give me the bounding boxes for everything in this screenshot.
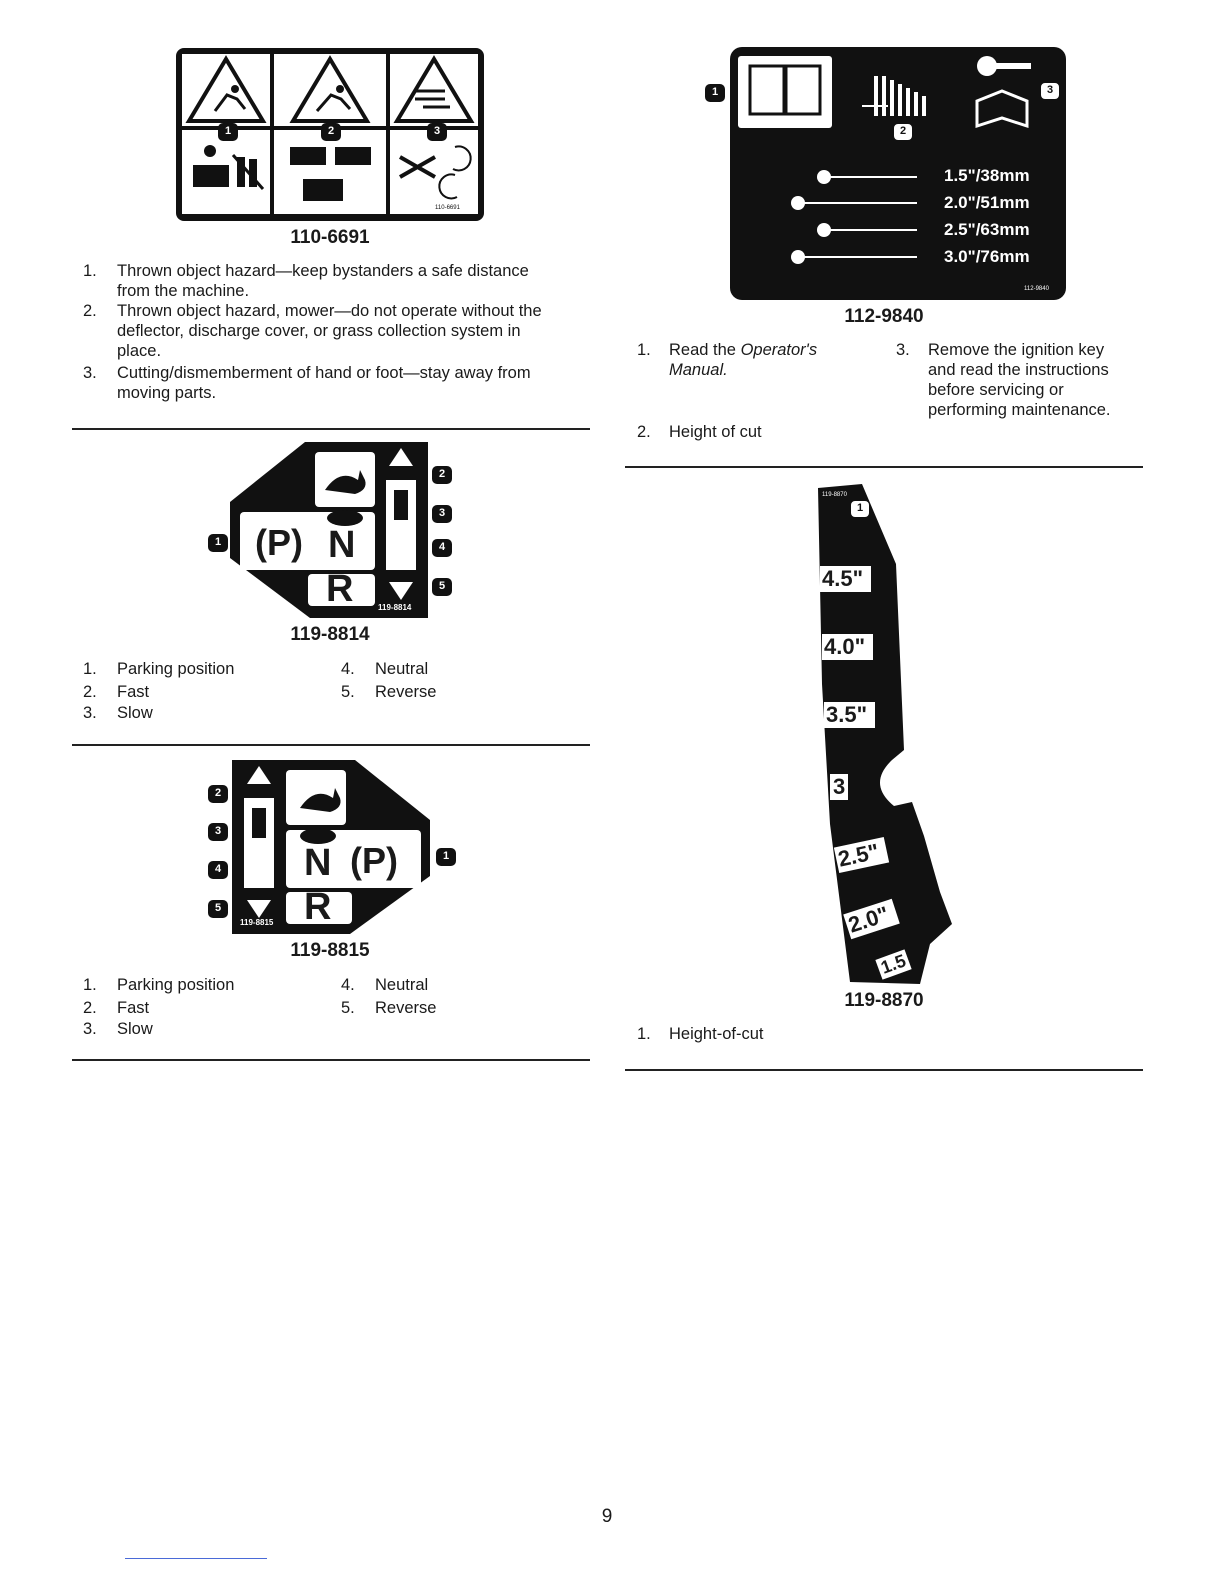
list-item: 2. Fast [83,999,150,1017]
neutral-letter: N [328,524,356,566]
reverse-letter: R [304,886,332,928]
decal-small-code: 119-8870 [822,492,847,498]
decal-112-9840-item-2 [637,422,877,442]
page-number: 9 [601,1506,613,1527]
reverse-letter: R [326,568,354,610]
decal-id-110-6691: 110-6691 [290,227,370,248]
item-text: Height-of-cut [669,1025,764,1043]
list-item: 5. Reverse [341,999,437,1017]
callout-1: 1 [208,534,228,552]
height-label: 2.5"/63mm [944,220,1030,239]
height-mark: 4.0" [822,634,873,660]
callout-3: 3 [432,505,452,523]
decal-id-112-9840: 112-9840 [844,306,924,327]
list-item: 2. Fast [83,683,150,701]
height-label: 2.0"/51mm [944,193,1030,212]
item-text: Height of cut [669,423,762,441]
section-divider [625,466,1143,468]
height-mark: 3.5" [824,702,875,728]
decal-119-8814-list-right [331,659,531,703]
decal-110-6691-list [73,261,593,403]
callout-2: 2 [893,123,913,141]
list-item: 4. Neutral [341,976,429,994]
decal-id-119-8870: 119-8870 [844,990,924,1011]
callout-2: 2 [321,123,341,141]
list-item: 3. Slow [83,1020,153,1038]
callout-3: 3 [427,123,447,141]
callout-1: 1 [436,848,456,866]
decal-small-code: 119-8814 [378,603,412,612]
height-mark: 4.5" [820,566,871,592]
list-num: 1. [637,341,651,359]
callout-4: 4 [432,539,452,557]
list-item: 3. Cutting/dismemberment of hand or foot—stay away from moving parts. [83,364,531,402]
decal-119-8814-list-left [73,659,333,724]
list-item: 5. Reverse [341,683,437,701]
height-label: 3.0"/76mm [944,247,1030,266]
callout-1: 1 [850,500,870,518]
callout-1: 1 [705,84,725,102]
section-divider [72,744,590,746]
item-text: Read the [669,341,741,359]
height-mark: 1.5 [875,949,911,979]
list-item: 3. Slow [83,704,153,722]
decal-small-code: 110-6691 [435,205,460,211]
item-italic-text: Operator's Manual. [669,341,818,379]
height-mark: 2.0" [843,899,900,939]
callout-1: 1 [218,123,238,141]
height-mark: 3 [830,774,848,800]
section-divider [625,1069,1143,1071]
decal-119-8870-item-1 [637,1024,937,1044]
callout-2: 2 [208,785,228,803]
neutral-letter: N [304,842,332,884]
decal-110-6691-graphic [175,47,485,222]
callout-2: 2 [432,466,452,484]
decal-119-8814-graphic [200,440,460,622]
list-item: 1. Thrown object hazard—keep bystanders a safe distance from the machine. [83,262,529,300]
list-num: 1. [637,1025,651,1043]
decal-small-code: 112-9840 [1024,286,1049,292]
list-item: 1. Parking position [83,976,235,994]
section-divider [72,1059,590,1061]
callout-5: 5 [208,900,228,918]
parking-symbol: (P) [350,840,398,881]
list-item: 2. Thrown object hazard, mower—do not operate without the deflector, discharge cover, or grass collection system in place. [83,302,542,360]
decal-112-9840-item-1 [637,340,877,379]
list-num: 3. [896,341,910,359]
decal-119-8815-graphic [200,758,460,938]
list-num: 2. [637,423,651,441]
decal-112-9840-item-3: 3. Remove the ignition key and read the instructions before servicing or performing maintenance. [896,341,1111,419]
decal-id-119-8814: 119-8814 [290,624,370,645]
section-divider [72,428,590,430]
footer-link-line [125,1558,267,1559]
decal-119-8870-graphic [812,484,957,986]
callout-5: 5 [432,578,452,596]
list-item: 1. Parking position [83,660,235,678]
list-item: 4. Neutral [341,660,429,678]
callout-3: 3 [1040,82,1060,100]
decal-119-8815-list-left [73,975,333,1040]
decal-id-119-8815: 119-8815 [290,940,370,961]
height-label: 1.5"/38mm [944,166,1030,185]
decal-119-8815-list-right [331,975,531,1019]
parking-symbol: (P) [255,522,303,563]
height-mark: 2.5" [834,837,889,873]
callout-3: 3 [208,823,228,841]
decal-small-code: 119-8815 [240,918,274,927]
decal-112-9840-graphic [702,46,1068,302]
callout-4: 4 [208,861,228,879]
